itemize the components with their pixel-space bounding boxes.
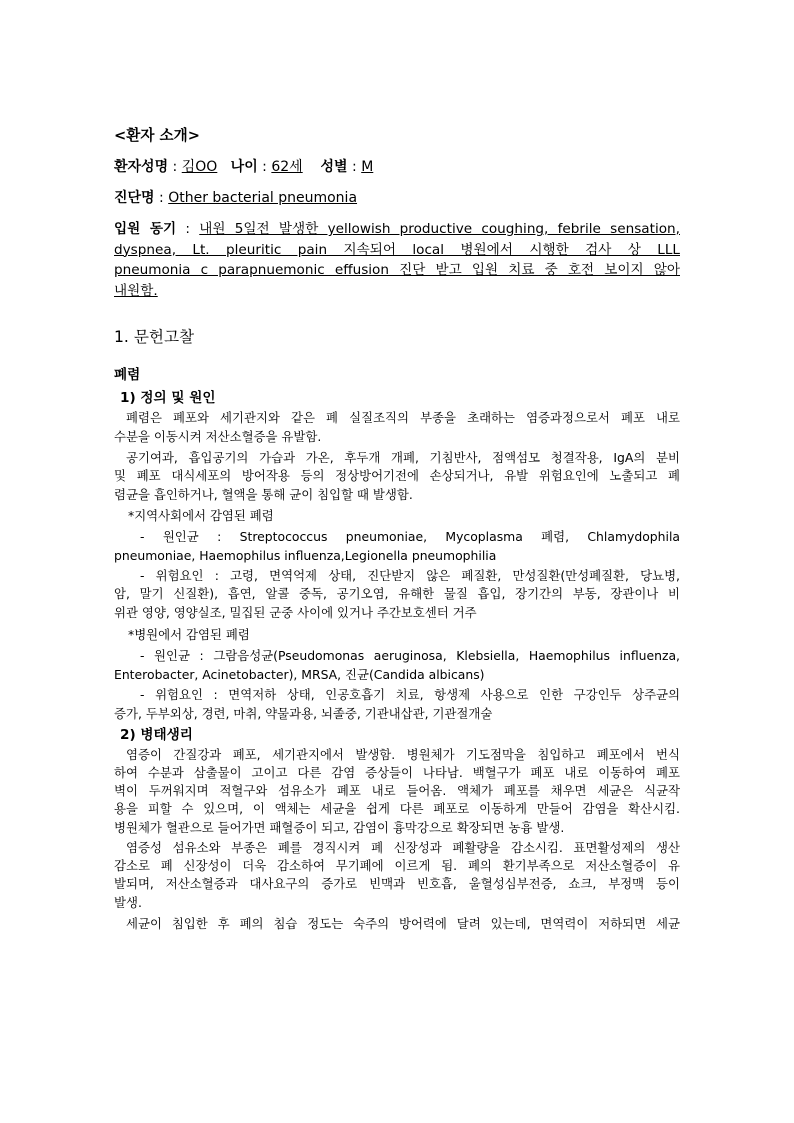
- paragraph-line: 용을 피할 수 있으며, 이 액체는 세균을 쉽게 다른 폐포로 이동하게 만들어 감염을 확산시킴.: [114, 800, 680, 816]
- admission-label: 입원 동기: [114, 221, 177, 237]
- diagnosis-value: Other bacterial pneumonia: [168, 190, 358, 206]
- paragraph-line: 세균이 침입한 후 폐의 침습 정도는 숙주의 방어력에 달려 있는데, 면역력이 저하되면 세균: [126, 915, 680, 931]
- paragraph: [114, 914, 680, 932]
- intro-title: <환자 소개>: [114, 127, 200, 144]
- paragraph-line: 공기여과, 흡입공기의 가습과 가온, 후두개 개폐, 기침반사, 점액섬모 청결작용, IgA의 분비: [126, 449, 680, 465]
- patient-sex-value: M: [361, 159, 374, 175]
- community-pathogen: [114, 527, 680, 567]
- admission-motive: [114, 219, 680, 301]
- paragraph-line: 암, 말기 신질환), 흡연, 알콜 중독, 공기오염, 유해한 물질 흡입, 장기간의 부동, 장관이나 비: [114, 586, 680, 602]
- admission-line: 내원함.: [114, 282, 158, 299]
- paragraph-line: 및 폐포 대식세포의 방어작용 등의 정상방어기전에 손상되거나, 유발 위험요인에 노출되고 폐: [114, 467, 680, 483]
- paragraph-line: 발되며, 저산소혈증과 대사요구의 증가로 빈맥과 빈호흡, 울혈성심부전증, 쇼크, 부정맥 등이: [114, 876, 680, 892]
- paragraph-line: Enterobacter, Acinetobacter), MRSA, 진균(Candida albicans): [114, 666, 485, 682]
- hospital-pneumonia-heading: *병원에서 감염된 폐렴: [128, 626, 250, 642]
- diagnosis-sep: :: [154, 190, 169, 206]
- patient-age-label: 나이: [230, 159, 258, 175]
- subsection-title: 2) 병태생리: [120, 726, 193, 743]
- admission-sep: :: [176, 221, 200, 237]
- patient-age-sep: :: [257, 159, 272, 175]
- paragraph-line: 렴균을 흡인하거나, 혈액을 통해 균이 침입할 때 발생함.: [114, 486, 413, 502]
- admission-line: 내원 5일전 발생한 yellowish productive coughing, febrile sensation,: [199, 221, 680, 237]
- paragraph-line: - 위험요인 : 면역저하 상태, 인공호흡기 치료, 항생제 사용으로 인한 구강인두 상주균의: [140, 687, 680, 703]
- hospital-pathogen: [114, 646, 680, 686]
- paragraph-line: - 원인균 : Streptococcus pneumoniae, Mycoplasma 폐렴, Chlamydophila: [140, 528, 680, 544]
- paragraph-line: 병원체가 혈관으로 들어가면 패혈증이 되고, 감염이 흉막강으로 확장되면 농흉 발생.: [114, 819, 565, 835]
- paragraph: [114, 408, 680, 448]
- patient-age-value: 62세: [271, 159, 303, 175]
- paragraph-line: 폐렴은 폐포와 세기관지와 같은 폐 실질조직의 부종을 초래하는 염증과정으로서 폐포 내로: [126, 410, 680, 425]
- paragraph-line: 수분을 이동시켜 저산소혈증을 유발함.: [114, 429, 322, 444]
- paragraph-line: pneumoniae, Haemophilus influenza,Legionella pneumophilia: [114, 547, 497, 563]
- section-title: 1. 문헌고찰: [114, 328, 195, 346]
- paragraph-line: 벽이 두꺼워지며 적혈구와 섬유소가 폐포 내로 들어옴. 액체가 폐포를 채우면 세균은 식균작: [114, 782, 680, 798]
- admission-line: pneumonia c parapnuemonic effusion 진단 받고 입원 치료 중 호전 보이지 않아: [114, 262, 680, 278]
- paragraph: [114, 838, 680, 914]
- paragraph-line: 하여 수분과 삼출물이 고이고 다른 감염 증상들이 나타남. 백혈구가 폐포 내로 이동하여 폐포: [114, 764, 680, 780]
- paragraph-line: 발생.: [114, 895, 142, 911]
- diagnosis-label: 진단명: [114, 190, 155, 206]
- paragraph-line: - 원인균 : 그람음성균(Pseudomonas aeruginosa, Klebsiella, Haemophilus influenza,: [140, 647, 680, 663]
- patient-sex-label: 성별: [320, 159, 348, 175]
- paragraph-line: 염증성 섬유소와 부종은 폐를 경직시켜 폐 신장성과 폐활량을 감소시킴. 표면활성제의 생산: [126, 840, 680, 856]
- patient-name-label: 환자성명: [114, 159, 169, 175]
- admission-line: dyspnea, Lt. pleuritic pain 지속되어 local 병원에서 시행한 검사 상 LLL: [114, 241, 680, 258]
- hospital-risk: [114, 685, 680, 725]
- patient-name-sep: :: [168, 159, 182, 175]
- paragraph-line: - 위험요인 : 고령, 면역억제 상태, 진단받지 않은 폐질환, 만성질환(만성폐질환, 당뇨병,: [140, 568, 680, 584]
- topic-title: 폐렴: [114, 367, 141, 383]
- document-body: [114, 126, 680, 932]
- community-risk: [114, 566, 680, 624]
- paragraph: [114, 448, 680, 506]
- paragraph: [114, 745, 680, 839]
- community-pneumonia-heading: *지역사회에서 감염된 폐렴: [128, 508, 274, 524]
- paragraph-line: 염증이 간질강과 폐포, 세기관지에서 발생함. 병원체가 기도점막을 침입하고 폐포에서 번식: [126, 746, 680, 762]
- patient-info-line: [114, 157, 680, 177]
- patient-sex-sep: :: [347, 159, 362, 175]
- paragraph-line: 감소로 폐 신장성이 더욱 감소하여 무기폐에 이르게 됨. 폐의 환기부족으로 저산소혈증이 유: [114, 858, 680, 874]
- patient-name-value: 김OO: [181, 159, 218, 175]
- subsection-title: 1) 정의 및 원인: [120, 390, 216, 406]
- diagnosis-line: [114, 188, 680, 208]
- paragraph-line: 위관 영양, 영양실조, 밀집된 군중 사이에 있거나 주간보호센터 거주: [114, 605, 477, 621]
- paragraph-line: 증가, 두부외상, 경련, 마취, 약물과용, 뇌졸중, 기관내삽관, 기관절개술: [114, 706, 493, 722]
